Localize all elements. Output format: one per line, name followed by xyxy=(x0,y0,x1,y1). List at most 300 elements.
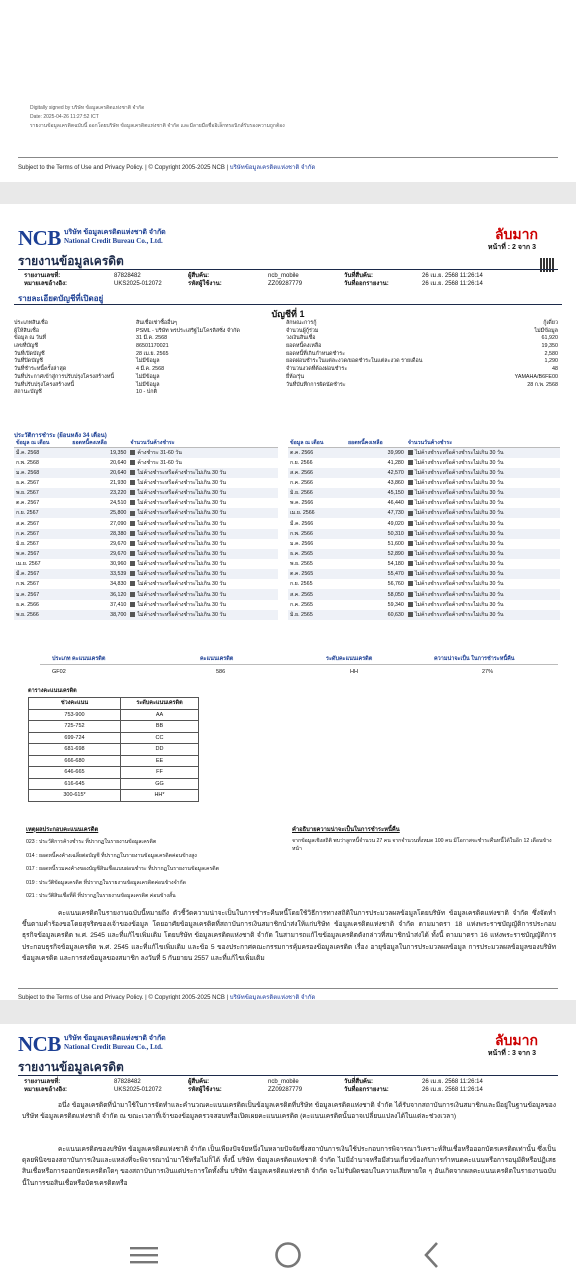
history-month: พ.ย. 2566 xyxy=(14,610,70,620)
field-label: วันที่ชำระหนี้ครั้งล่าสุด xyxy=(14,366,67,373)
account-field-row xyxy=(286,335,558,343)
recent-apps-button[interactable] xyxy=(104,1230,184,1280)
payment-history-table-left: ข้อมูล ณ เดือน ยอดหนี้คงเหลือ จำนวนวันค้างชำระ มี.ค. 2568 19,350 ค้างชำระ 31-60 วัน ก.พ. 2568 20,640 ค้างชำระ 31-60 วัน ม.ค. 2568 20,640 ไม่ค้างชำระหรือค้างชำระไม่เกิน 30 วัน ธ.ค. 2567 21,930 ไม่ค้างชำระหรือค้างชำระไม่เกิน 30 วัน พ.ย. 2567 23,220 ไม่ค้างชำระหรือค้างชำระไม่เกิน 30 วัน ต.ค. 2567 24,510 ไม่ค้างชำระหรือค้างชำระไม่เกิน 30 วัน ก.ย. 2567 25,800 ไม่ค้างชำระหรือค้างชำระไม่เกิน 30 วัน ส.ค. 2567 27,090 ไม่ค้างชำระหรือค้างชำระไม่เกิน 30 วัน ก.ค. 2567 28,380 ไม่ค้างชำระหรือค้างชำระไม่เกิน 30 วัน มิ.ย. 2567 29,670 ไม่ค้างชำระหรือค้างชำระไม่เกิน 30 วัน พ.ค. 2567 29,670 ไม่ค้างชำระหรือค้างชำระไม่เกิน 30 วัน เม.ย. 2567 30,960 ไม่ค้างชำระหรือค้างชำระไม่เกิน 30 วัน มี.ค. 2567 33,539 ไม่ค้างชำระหรือค้างชำระไม่เกิน 30 วัน ก.พ. 2567 34,830 ไม่ค้างชำระหรือค้างชำระไม่เกิน 30 วัน ม.ค. 2567 36,120 ไม่ค้างชำระหรือค้างชำระไม่เกิน 30 วัน ธ.ค. 2566 37,410 ไม่ค้างชำระหรือค้างชำระไม่เกิน 30 วัน พ.ย. 2566 38,700 ไม่ค้างชำระหรือค้างชำระไม่เกิน 30 วัน xyxy=(14,439,278,620)
status-box-icon xyxy=(130,521,135,526)
table-row xyxy=(288,600,560,610)
table-row xyxy=(14,569,278,579)
history-balance: 19,350 xyxy=(70,448,128,458)
history-status-text: ไม่ค้างชำระหรือค้างชำระไม่เกิน 30 วัน xyxy=(414,510,504,517)
history-status-text: ไม่ค้างชำระหรือค้างชำระไม่เกิน 30 วัน xyxy=(414,469,504,476)
history-status-text: ไม่ค้างชำระหรือค้างชำระไม่เกิน 30 วัน xyxy=(414,550,504,557)
field-label: วงเงินสินเชื่อ xyxy=(286,335,316,342)
field-value: 1,290 xyxy=(544,358,558,365)
history-status-text: ค้างชำระ 31-60 วัน xyxy=(137,449,182,456)
report-header: NCB บริษัท ข้อมูลเครดิตแห่งชาติ จำกัด National Credit Bureau Co., Ltd. ลับมาก หน้าที่ : 3 จาก 3 รายงานข้อมูลเครดิต รายงานเลขที่: 87828482 หมายเลขอ้างอิง: UKS2025-012072 ผู้สืบค้น: ncb_mobile รหัสผู้ใช้งาน: ZZ09287779 วันที่สืบค้น: 26 เม.ย. 2568 11:26:14 วันที่ออกรายงาน: 26 เม.ย. 2568 11:26:14 xyxy=(18,1032,558,1092)
history-status-text: ไม่ค้างชำระหรือค้างชำระไม่เกิน 30 วัน xyxy=(414,581,504,588)
reason-item: 021 : ประวัติสินเชื่อที่ดี ที่ปรากฏในรายงานข้อมูลเครดิต ค่อนข้างสั้น xyxy=(26,893,176,899)
report-page-2 xyxy=(0,204,576,1000)
status-box-icon xyxy=(408,541,413,546)
table-row xyxy=(288,458,560,468)
status-box-icon xyxy=(130,581,135,586)
history-status xyxy=(406,448,560,458)
field-label: สถานะบัญชี xyxy=(14,389,42,396)
score-disclaimer-paragraph: คะแนนเครดิตของบริษัท ข้อมูลเครดิตแห่งชาติ จำกัด เป็นเพียงปัจจัยหนึ่งในหลายปัจจัยซึ่งสถาบันการเงินใช้ประกอบการพิจารณาวิเคราะห์สินเชื่อหรือออกบัตรเครดิตเท่านั้น ซึ่งเป็นดุลยพินิจของสถาบันการเงินและแหล่งที่จะพิจารณานำมาใช้หรือไม่ก็ได้ ทั้งนี้ บริษัท ข้อมูลเครดิตแห่งชาติ จำกัด ไม่มีอำนาจหรือมีส่วนเกี่ยวข้องกับการกำหนดคะแนนหรือการอนุมัติหรือปฏิเสธสินเชื่อหรือการออกบัตรเครดิตใดๆ ของสถาบันการเงินแต่ประการใดทั้งสิ้น บริษัท ข้อมูลเครดิตแห่งชาติ จำกัด จะไม่รับผิดชอบในความเสียหายใด ๆ อันเกิดจากผลคะแนนเครดิตในรายงานฉบับนี้ในการขอสินเชื่อหรือบัตรเครดิตหรือ xyxy=(22,1146,556,1187)
history-balance: 23,220 xyxy=(70,488,128,498)
field-value: 61,920 xyxy=(541,335,558,342)
field-label: วันที่ปิดบัญชี xyxy=(14,358,43,365)
table-row xyxy=(288,579,560,589)
table-row xyxy=(14,508,278,518)
field-value: 86501170021 xyxy=(136,343,169,350)
field-value: 48 xyxy=(552,366,558,373)
table-row xyxy=(288,448,560,458)
rating-table-title: ตารางคะแนนเครดิต xyxy=(28,688,77,694)
history-month: ธ.ค. 2567 xyxy=(16,479,39,486)
score-range: 616-645 xyxy=(29,778,121,790)
history-month: มี.ค. 2566 xyxy=(290,520,314,527)
table-row xyxy=(14,448,278,458)
field-label: ผู้ให้สินเชื่อ xyxy=(14,327,40,334)
history-status-text: ไม่ค้างชำระหรือค้างชำระไม่เกิน 30 วัน xyxy=(137,500,226,507)
table-row xyxy=(288,539,560,549)
history-status xyxy=(128,448,278,458)
history-status xyxy=(128,518,278,528)
score-range: 666-680 xyxy=(29,755,121,767)
history-status xyxy=(128,498,278,508)
field-value: 31 มี.ค. 2568 xyxy=(136,335,168,342)
status-box-icon xyxy=(130,480,135,485)
history-balance: 43,860 xyxy=(387,479,404,486)
history-balance: 60,630 xyxy=(346,610,406,620)
back-button[interactable] xyxy=(392,1230,472,1280)
footer-link[interactable]: บริษัทข้อมูลเครดิตแห่งชาติ จำกัด xyxy=(229,995,316,1000)
history-month: มี.ค. 2567 xyxy=(14,569,70,579)
history-status xyxy=(128,508,278,518)
field-label: ข้อมูล ณ วันที่ xyxy=(14,335,47,342)
field-label: ยอดหนี้ที่เกินกำหนดชำระ xyxy=(286,350,345,357)
history-balance: 21,930 xyxy=(110,479,127,486)
history-status-text: ไม่ค้างชำระหรือค้างชำระไม่เกิน 30 วัน xyxy=(137,550,226,557)
field-label: วันที่ประกาศเข้าสู่การปรับปรุงโครงสร้างหนี้ xyxy=(14,373,115,380)
history-status-text: ไม่ค้างชำระหรือค้างชำระไม่เกิน 30 วัน xyxy=(414,561,504,568)
account-field-row xyxy=(286,374,558,382)
history-status-text: ไม่ค้างชำระหรือค้างชำระไม่เกิน 30 วัน xyxy=(414,490,504,497)
history-month: ม.ค. 2567 xyxy=(14,589,70,599)
history-status xyxy=(128,589,278,599)
history-balance: 49,020 xyxy=(387,520,404,527)
status-box-icon xyxy=(130,460,135,465)
report-header: NCB บริษัท ข้อมูลเครดิตแห่งชาติ จำกัด National Credit Bureau Co., Ltd. ลับมาก หน้าที่ : 2 จาก 3 รายงานข้อมูลเครดิต รายงานเลขที่: 87828482 หมายเลขอ้างอิง: UKS2025-012072 ผู้สืบค้น: ncb_mobile รหัสผู้ใช้งาน: ZZ09287779 วันที่สืบค้น: 26 เม.ย. 2568 11:26:14 วันที่ออกรายงาน: 26 เม.ย. 2568 11:26:14 xyxy=(18,226,558,286)
ncb-logo: NCB xyxy=(18,226,61,250)
page-footer: Subject to the Terms of Use and Privacy Policy. | © Copyright 2005-2025 NCB | บริษัทข้อมูลเครดิตแห่งชาติ จำกัด xyxy=(18,995,316,1000)
history-status xyxy=(406,539,560,549)
history-month: ส.ค. 2566 xyxy=(288,468,346,478)
history-balance: 58,050 xyxy=(346,589,406,599)
field-value: PSML - บริษัท พรประเสริฐไมโครลิสซิ่ง จำกัด xyxy=(136,327,240,334)
report-page-3 xyxy=(0,1024,576,1230)
account-field-row xyxy=(14,389,264,397)
history-balance: 38,700 xyxy=(70,610,128,620)
history-balance: 20,640 xyxy=(70,468,128,478)
history-status-text: ไม่ค้างชำระหรือค้างชำระไม่เกิน 30 วัน xyxy=(414,601,504,608)
score-grade: FF xyxy=(121,767,199,779)
field-label: เลขที่บัญชี xyxy=(14,343,39,350)
status-box-icon xyxy=(130,541,135,546)
report-title: รายงานข้อมูลเครดิต xyxy=(18,1060,124,1074)
history-month: ก.ย. 2567 xyxy=(14,508,70,518)
table-row xyxy=(288,518,560,528)
table-row xyxy=(14,539,278,549)
history-balance: 50,310 xyxy=(346,529,406,539)
field-label: จำนวนงวดที่ต้องผ่อนชำระ xyxy=(286,366,348,373)
table-row xyxy=(29,755,199,767)
status-box-icon xyxy=(130,531,135,536)
status-box-icon xyxy=(130,592,135,597)
field-value: ไม่มีข้อมูล xyxy=(136,358,160,365)
history-status xyxy=(406,610,560,620)
history-month: ก.ย. 2566 xyxy=(290,459,313,466)
score-type-value: GF02 xyxy=(52,669,66,675)
status-box-icon xyxy=(408,561,413,566)
field-value: YAMAHA/B6FE00 xyxy=(514,373,558,380)
history-status-text: ไม่ค้างชำระหรือค้างชำระไม่เกิน 30 วัน xyxy=(414,520,504,527)
status-box-icon xyxy=(408,551,413,556)
table-row xyxy=(288,610,560,620)
status-box-icon xyxy=(408,480,413,485)
recent-apps-icon xyxy=(129,1243,159,1267)
history-status-text: ไม่ค้างชำระหรือค้างชำระไม่เกิน 30 วัน xyxy=(137,581,226,588)
history-balance: 59,340 xyxy=(387,601,404,608)
score-range: 753-900 xyxy=(29,709,121,721)
ncb-logo: NCB xyxy=(18,1032,61,1056)
history-status xyxy=(128,478,278,488)
table-row xyxy=(288,549,560,559)
history-balance: 29,670 xyxy=(70,549,128,559)
disclaimer-text: คะแนนเครดิตในรายงานฉบับนี้หมายถึง ตัวชี้วัดความน่าจะเป็นในการชำระคืนหนี้โดยใช้วิธีการทางสถิติในการประมวลผลข้อมูลโดยบริษัท ข้อมูลเครดิตแห่งชาติ จำกัด ซึ่งจัดทำขึ้นตามคำร้องขอโดยสุจริตของเจ้าของข้อมูล โดยอาศัยข้อมูลเครดิตที่สถาบันการเงินสมาชิกนำส่งให้แก่บริษัท ข้อมูลเครดิตแห่งชาติ จำกัด ตามมาตรา 18 แห่งพระราชบัญญัติการประกอบธุรกิจข้อมูลเครดิต พ.ศ. 2545 และที่แก้ไขเพิ่มเติม โดยบริษัท ข้อมูลเครดิตแห่งชาติ จำกัด ในสามารถแก้ไขข้อมูลเครดิตตังกล่าวที่สมาชิกนำส่งได้ ทั้งนี้ ตามมาตรา 16 แห่งพระราชบัญญัติการประกอบธุรกิจข้อมูลเครดิต พ.ศ. 2545 และที่แก้ไขเพิ่มเติม และข้อ 5 ของประกาศคณะกรรมการคุ้มครองข้อมูลเครดิต เรื่อง อายุข้อมูลในการประมวลผลข้อมูล การประมวลผลข้อมูลของบริษัทข้อมูลเครดิต และการส่งข้อมูลของสมาชิก ลงวันที่ 5 กันยายน 2557 และที่แก้ไขเพิ่มเติม xyxy=(22,910,556,962)
score-grade: BB xyxy=(121,721,199,733)
history-balance: 34,830 xyxy=(110,581,127,588)
table-row xyxy=(14,518,278,528)
account-fields-right xyxy=(286,320,558,389)
history-status xyxy=(406,569,560,579)
history-status-text: ไม่ค้างชำระหรือค้างชำระไม่เกิน 30 วัน xyxy=(414,500,504,507)
status-box-icon xyxy=(130,470,135,475)
history-status-text: ไม่ค้างชำระหรือค้างชำระไม่เกิน 30 วัน xyxy=(137,520,226,527)
history-month: ม.ค. 2566 xyxy=(290,540,314,547)
history-balance: 30,960 xyxy=(110,561,127,568)
page-footer: Subject to the Terms of Use and Privacy Policy. | © Copyright 2005-2025 NCB | บริษัทข้อมูลเครดิตแห่งชาติ จำกัด xyxy=(18,165,316,171)
table-row xyxy=(14,458,278,468)
history-month: มิ.ย. 2566 xyxy=(288,488,346,498)
account-title: บัญชีที่ 1 xyxy=(271,309,305,319)
signature-note: รายงานข้อมูลเครดิตฉบับนี้ ออกโดยบริษัท ข้อมูลเครดิตแห่งชาติ จำกัด และมีลายมือชื่ออิเล็กทรอนิกส์รับรองความถูกต้อง xyxy=(30,123,285,129)
history-status-text: ไม่ค้างชำระหรือค้างชำระไม่เกิน 30 วัน xyxy=(414,449,504,456)
score-range: 725-752 xyxy=(29,721,121,733)
score-grade: DD xyxy=(121,744,199,756)
history-month: มิ.ย. 2567 xyxy=(16,540,39,547)
history-status-text: ไม่ค้างชำระหรือค้างชำระไม่เกิน 30 วัน xyxy=(414,591,504,598)
history-status xyxy=(128,488,278,498)
payment-history-table-right: ข้อมูล ณ เดือน ยอดหนี้คงเหลือ จำนวนวันค้างชำระ ต.ค. 2566 39,990 ไม่ค้างชำระหรือค้างชำระไม่เกิน 30 วัน ก.ย. 2566 41,280 ไม่ค้างชำระหรือค้างชำระไม่เกิน 30 วัน ส.ค. 2566 42,570 ไม่ค้างชำระหรือค้างชำระไม่เกิน 30 วัน ก.ค. 2566 43,860 ไม่ค้างชำระหรือค้างชำระไม่เกิน 30 วัน มิ.ย. 2566 45,150 ไม่ค้างชำระหรือค้างชำระไม่เกิน 30 วัน พ.ค. 2566 46,440 ไม่ค้างชำระหรือค้างชำระไม่เกิน 30 วัน เม.ย. 2566 47,730 ไม่ค้างชำระหรือค้างชำระไม่เกิน 30 วัน มี.ค. 2566 49,020 ไม่ค้างชำระหรือค้างชำระไม่เกิน 30 วัน ก.พ. 2566 50,310 ไม่ค้างชำระหรือค้างชำระไม่เกิน 30 วัน ม.ค. 2566 51,600 ไม่ค้างชำระหรือค้างชำระไม่เกิน 30 วัน ธ.ค. 2565 52,890 ไม่ค้างชำระหรือค้างชำระไม่เกิน 30 วัน พ.ย. 2565 54,180 ไม่ค้างชำระหรือค้างชำระไม่เกิน 30 วัน ต.ค. 2565 55,470 ไม่ค้างชำระหรือค้างชำระไม่เกิน 30 วัน ก.ย. 2565 56,760 ไม่ค้างชำระหรือค้างชำระไม่เกิน 30 วัน ส.ค. 2565 58,050 ไม่ค้างชำระหรือค้างชำระไม่เกิน 30 วัน ก.ค. 2565 59,340 ไม่ค้างชำระหรือค้างชำระไม่เกิน 30 วัน มิ.ย. 2565 60,630 ไม่ค้างชำระหรือค้างชำระไม่เกิน 30 วัน xyxy=(288,439,560,620)
history-status xyxy=(406,478,560,488)
status-box-icon xyxy=(408,470,413,475)
confidential-label: ลับมาก xyxy=(494,1032,538,1048)
history-month: ธ.ค. 2566 xyxy=(16,601,39,608)
history-status xyxy=(128,549,278,559)
history-balance: 36,120 xyxy=(70,589,128,599)
score-type-header: ประเภท คะแนนเครดิต xyxy=(52,656,106,662)
header-divider xyxy=(18,269,558,270)
status-box-icon xyxy=(408,500,413,505)
score-note-paragraph: อนึ่ง ข้อมูลเครดิตที่นำมาใช้ในการจัดทำและคำนวณคะแนนเครดิตเป็นข้อมูลเครดิตที่บริษัท ข้อมูลเครดิตแห่งชาติ จำกัด ได้รับจากสถาบันการเงินสมาชิกและมีอยู่ในฐานข้อมูลของบริษัท ข้อมูลเครดิตแห่งชาติ จำกัด ณ ขณะเวลาที่เจ้าของข้อมูลตรวจสอบหรือเปิดเผยคะแนนเครดิต (คะแนนเครดิตนั้นอาจเปลี่ยนแปลงได้ในแต่ละช่วงเวลา) xyxy=(22,1102,556,1121)
history-month: พ.ย. 2567 xyxy=(14,488,70,498)
history-month: พ.ค. 2567 xyxy=(14,549,70,559)
history-status-text: ไม่ค้างชำระหรือค้างชำระไม่เกิน 30 วัน xyxy=(137,571,226,578)
field-label: วันที่ปรับปรุงโครงสร้างหนี้ xyxy=(14,381,75,388)
status-box-icon xyxy=(130,450,135,455)
status-box-icon xyxy=(130,571,135,576)
field-value: 28 ก.พ. 2568 xyxy=(527,381,558,388)
status-box-icon xyxy=(130,490,135,495)
table-row xyxy=(288,529,560,539)
footer-link[interactable]: บริษัทข้อมูลเครดิตแห่งชาติ จำกัด xyxy=(229,165,316,171)
signature-date: Date: 2025-04-26 11:27:52 ICT xyxy=(30,114,99,120)
history-status xyxy=(406,600,560,610)
table-row xyxy=(14,589,278,599)
score-grade: CC xyxy=(121,732,199,744)
history-month: ส.ค. 2565 xyxy=(288,589,346,599)
history-balance: 24,510 xyxy=(110,500,127,507)
table-row xyxy=(29,721,199,733)
field-label: วันที่เปิดบัญชี xyxy=(14,350,45,357)
history-status xyxy=(128,539,278,549)
header-divider xyxy=(18,1075,558,1076)
history-balance: 33,539 xyxy=(70,569,128,579)
table-row xyxy=(29,709,199,721)
history-status xyxy=(128,579,278,589)
history-month: เม.ย. 2567 xyxy=(16,561,41,568)
history-balance: 46,440 xyxy=(387,500,404,507)
status-box-icon xyxy=(130,612,135,617)
reason-item: 023 : ประวัติการค้างชำระ ที่ปรากฏในรายงานข้อมูลเครดิต xyxy=(26,839,157,845)
history-balance: 20,640 xyxy=(110,459,127,466)
field-label: ลักษณะการกู้ xyxy=(286,320,317,326)
score-range: 300-615* xyxy=(29,790,121,802)
history-balance: 52,890 xyxy=(346,549,406,559)
history-status-text: ไม่ค้างชำระหรือค้างชำระไม่เกิน 30 วัน xyxy=(414,611,504,618)
reasons-title: เหตุผลประกอบคะแนนเครดิต xyxy=(26,827,99,833)
history-month: ต.ค. 2567 xyxy=(16,500,40,507)
account-field-row xyxy=(14,366,264,374)
table-row xyxy=(14,529,278,539)
history-month: ส.ค. 2567 xyxy=(16,520,39,527)
history-status-text: ไม่ค้างชำระหรือค้างชำระไม่เกิน 30 วัน xyxy=(137,469,226,476)
table-row xyxy=(29,790,199,802)
history-month: ต.ค. 2566 xyxy=(288,448,346,458)
explain-title: คำอธิบายความน่าจะเป็นในการชำระหนี้คืน xyxy=(292,827,400,833)
history-status xyxy=(128,559,278,569)
history-month: ต.ค. 2565 xyxy=(288,569,346,579)
section-divider xyxy=(14,304,562,305)
table-row xyxy=(14,559,278,569)
field-value: กู้เดี่ยว xyxy=(543,320,558,326)
table-row xyxy=(288,478,560,488)
reasons-list xyxy=(26,836,286,904)
history-status xyxy=(406,488,560,498)
score-level-value: HH xyxy=(350,669,358,675)
status-box-icon xyxy=(130,551,135,556)
score-range: 646-665 xyxy=(29,767,121,779)
field-value: 28 เม.ย. 2565 xyxy=(136,350,169,357)
table-row xyxy=(14,488,278,498)
history-balance: 45,150 xyxy=(346,488,406,498)
history-month: ก.ค. 2566 xyxy=(290,479,313,486)
history-status-text: ไม่ค้างชำระหรือค้างชำระไม่เกิน 30 วัน xyxy=(137,530,226,537)
history-balance: 42,570 xyxy=(346,468,406,478)
history-status xyxy=(406,498,560,508)
company-name-th: บริษัท ข้อมูลเครดิตแห่งชาติ จำกัด xyxy=(64,1035,166,1042)
account-field-row xyxy=(286,358,558,366)
status-box-icon xyxy=(408,571,413,576)
status-box-icon xyxy=(408,581,413,586)
history-month: พ.ย. 2565 xyxy=(290,561,313,568)
history-status xyxy=(128,600,278,610)
score-grade: EE xyxy=(121,755,199,767)
history-month: ก.พ. 2568 xyxy=(16,459,39,466)
history-month: มี.ค. 2568 xyxy=(14,448,70,458)
history-balance: 27,090 xyxy=(110,520,127,527)
history-status-text: ไม่ค้างชำระหรือค้างชำระไม่เกิน 30 วัน xyxy=(137,479,226,486)
history-status-text: ไม่ค้างชำระหรือค้างชำระไม่เกิน 30 วัน xyxy=(137,601,226,608)
status-box-icon xyxy=(130,561,135,566)
history-status-text: ไม่ค้างชำระหรือค้างชำระไม่เกิน 30 วัน xyxy=(414,530,504,537)
section-title: รายละเอียดบัญชีที่เปิดอยู่ xyxy=(18,294,104,303)
status-box-icon xyxy=(408,612,413,617)
home-button[interactable] xyxy=(248,1230,328,1280)
account-field-row xyxy=(286,382,558,390)
history-month: เม.ย. 2566 xyxy=(288,508,346,518)
history-balance: 29,670 xyxy=(110,540,127,547)
history-status xyxy=(128,458,278,468)
history-status-text: ไม่ค้างชำระหรือค้างชำระไม่เกิน 30 วัน xyxy=(137,591,226,598)
history-balance: 51,600 xyxy=(387,540,404,547)
history-balance: 55,470 xyxy=(346,569,406,579)
report-page-1 xyxy=(0,0,576,182)
table-row xyxy=(14,600,278,610)
status-box-icon xyxy=(130,602,135,607)
table-row xyxy=(288,468,560,478)
table-row xyxy=(14,549,278,559)
status-box-icon xyxy=(408,450,413,455)
field-label: ประเภทสินเชื่อ xyxy=(14,320,48,326)
score-grade: GG xyxy=(121,778,199,790)
company-name-en: National Credit Bureau Co., Ltd. xyxy=(64,237,163,245)
status-box-icon xyxy=(408,602,413,607)
history-balance: 28,380 xyxy=(70,529,128,539)
account-field-row xyxy=(286,366,558,374)
history-balance: 39,990 xyxy=(346,448,406,458)
field-value: ไม่มีข้อมูล xyxy=(534,327,558,334)
history-balance: 56,760 xyxy=(387,581,404,588)
table-row xyxy=(288,488,560,498)
report-title: รายงานข้อมูลเครดิต xyxy=(18,254,124,268)
history-status xyxy=(406,559,560,569)
field-label: ยี่ห้อ/รุ่น xyxy=(286,373,305,380)
history-balance: 47,730 xyxy=(346,508,406,518)
history-status xyxy=(406,579,560,589)
field-label: ยอดผ่อนชำระในแต่ละงวด/ยอดชำระในแต่ละงวด รายเดือน xyxy=(286,358,423,365)
field-value: 19,350 xyxy=(541,343,558,350)
history-month: ก.ค. 2565 xyxy=(290,601,313,608)
field-value: สินเชื่อเช่าซื้ออื่นๆ xyxy=(136,320,177,326)
explain-text: จากข้อมูลเชิงสถิติ พบว่าลูกหนี้จำนวน 27 คน จากจำนวนทั้งหมด 100 คน มีโอกาสจะชำระคืนหนี้ได้ในอีก 12 เดือนข้างหน้า xyxy=(292,838,552,852)
history-status xyxy=(128,468,278,478)
reason-item: 019 : ประวัติข้อมูลเครดิต ที่ปรากฏในรายงานข้อมูลเครดิตค่อนข้างจำกัด xyxy=(26,879,187,886)
digital-signature-block xyxy=(30,104,285,131)
score-value: 586 xyxy=(216,669,226,675)
table-row xyxy=(14,498,278,508)
system-navigation-bar xyxy=(0,1230,576,1280)
table-row xyxy=(288,508,560,518)
history-status xyxy=(406,529,560,539)
history-month: มิ.ย. 2565 xyxy=(288,610,346,620)
status-box-icon xyxy=(408,521,413,526)
table-row xyxy=(288,498,560,508)
history-balance: 37,410 xyxy=(110,601,127,608)
status-box-icon xyxy=(408,490,413,495)
history-status xyxy=(128,569,278,579)
history-balance: 54,180 xyxy=(387,561,404,568)
history-status-text: ไม่ค้างชำระหรือค้างชำระไม่เกิน 30 วัน xyxy=(137,490,226,497)
home-icon xyxy=(274,1241,302,1269)
field-label: ยอดหนี้คงเหลือ xyxy=(286,343,322,350)
history-status-text: ไม่ค้างชำระหรือค้างชำระไม่เกิน 30 วัน xyxy=(137,540,226,547)
score-grade: HH* xyxy=(121,790,199,802)
table-row xyxy=(29,778,199,790)
status-box-icon xyxy=(130,511,135,516)
history-month: ก.ค. 2567 xyxy=(14,529,70,539)
table-row xyxy=(14,478,278,488)
history-month: ม.ค. 2568 xyxy=(14,468,70,478)
history-status xyxy=(406,589,560,599)
reason-item: 014 : ยอดหนี้คงค้างเฉลี่ยต่อบัญชี ที่ปรากฏในรายงานข้อมูลเครดิตค่อนข้างสูง xyxy=(26,852,197,859)
account-field-row xyxy=(14,358,264,366)
field-value: 4 มี.ค. 2568 xyxy=(136,366,165,373)
payment-history-title: ประวัติการชำระ (ย้อนหลัง 34 เดือน) xyxy=(14,433,107,439)
score-range: 681-698 xyxy=(29,744,121,756)
table-row xyxy=(288,589,560,599)
history-status-text: ไม่ค้างชำระหรือค้างชำระไม่เกิน 30 วัน xyxy=(414,540,504,547)
score-range: 699-724 xyxy=(29,732,121,744)
account-field-row xyxy=(286,328,558,336)
table-row xyxy=(29,767,199,779)
history-status xyxy=(128,529,278,539)
probability-value: 27% xyxy=(482,669,494,675)
score-header: คะแนนเครดิต xyxy=(200,656,234,662)
history-balance: 25,800 xyxy=(70,508,128,518)
history-status xyxy=(406,508,560,518)
status-box-icon xyxy=(408,511,413,516)
rating-table: ช่วงคะแนน ระดับคะแนนเครดิต 753-900 AA 725-752 BB 699-724 CC 681-698 DD 666-680 EE 646-665 FF 616-645 GG 300-615* HH* xyxy=(28,697,199,802)
history-status-text: ไม่ค้างชำระหรือค้างชำระไม่เกิน 30 วัน xyxy=(414,479,504,486)
history-month: พ.ค. 2566 xyxy=(290,500,314,507)
probability-header: ความน่าจะเป็น ในการชำระหนี้คืน xyxy=(434,656,515,662)
field-value: ไม่มีข้อมูล xyxy=(136,373,160,380)
score-level-header: ระดับคะแนนเครดิต xyxy=(326,656,373,662)
status-box-icon xyxy=(408,460,413,465)
history-status xyxy=(128,610,278,620)
history-status-text: ไม่ค้างชำระหรือค้างชำระไม่เกิน 30 วัน xyxy=(137,611,226,618)
